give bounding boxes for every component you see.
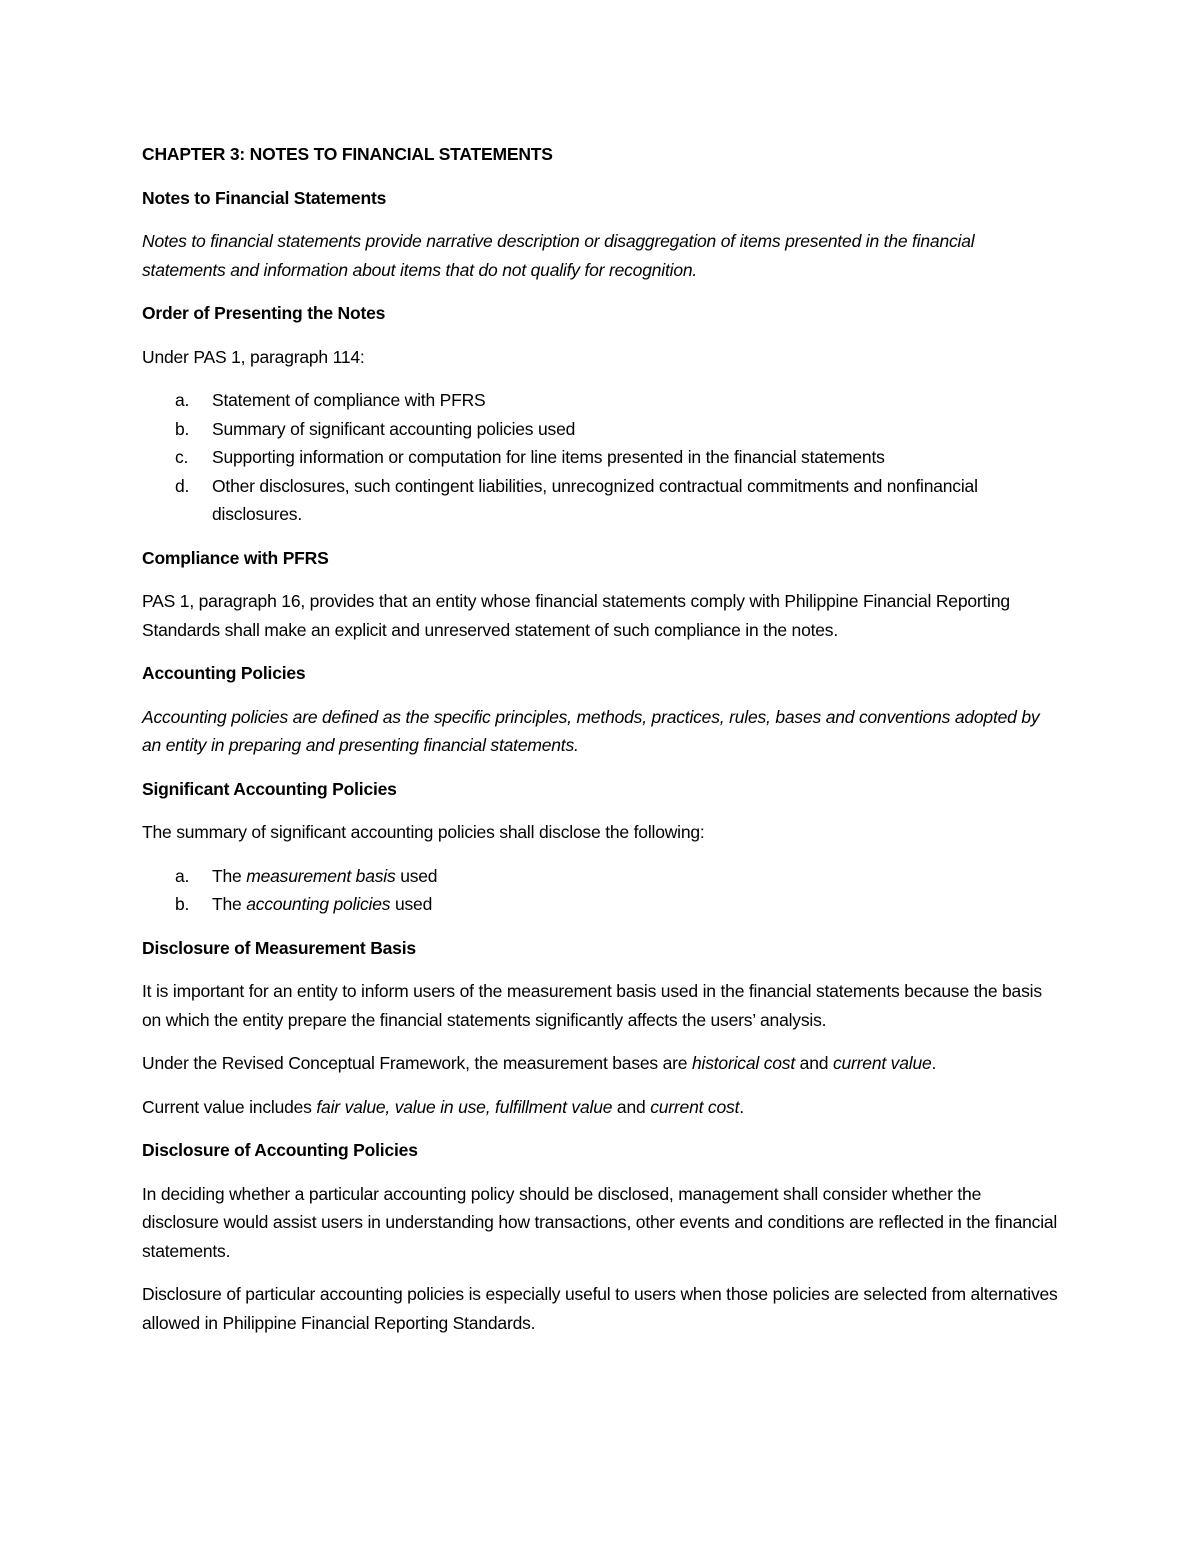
text-run: Under the Revised Conceptual Framework, the measurement bases are <box>142 1053 692 1073</box>
list-item-text: Summary of significant accounting policies used <box>212 418 576 439</box>
list-item-text: Other disclosures, such contingent liabilities, unrecognized contractual commitments and nonfinancial disclosures. <box>212 475 978 524</box>
list-item-text <box>212 862 1062 891</box>
text-run: The <box>212 894 247 914</box>
list-item <box>142 472 1062 529</box>
disclosure-policies-body-2: Disclosure of particular accounting policies is especially useful to users when those policies are selected from alternatives allowed in Philippine Financial Reporting Standards. <box>142 1284 1058 1333</box>
emphasis-text: historical cost <box>692 1053 796 1073</box>
emphasis-text: current cost <box>650 1096 740 1117</box>
list-item <box>142 890 1062 919</box>
section-heading-disclosure-policies: Disclosure of Accounting Policies <box>142 1140 418 1160</box>
text-run: used <box>395 865 438 886</box>
list-marker: c. <box>175 447 189 467</box>
emphasis-text: current value <box>832 1053 932 1073</box>
order-list <box>142 386 1062 529</box>
order-intro: Under PAS 1, paragraph 114: <box>142 346 365 367</box>
accounting-policies-definition: Accounting policies are defined as the specific principles, methods, practices, rules, bases and conventions adopted by an entity in preparing and presenting financial statements. <box>142 706 1040 755</box>
list-marker: b. <box>175 418 190 439</box>
significant-list <box>142 862 1062 919</box>
text-run: used <box>390 894 433 914</box>
section-heading-order: Order of Presenting the Notes <box>142 303 386 323</box>
compliance-body: PAS 1, paragraph 16, provides that an entity whose financial statements comply with Philippine Financial Reporting Standards shall make an explicit and unreserved statement of such compliance in the notes. <box>142 591 1010 640</box>
text-run: and <box>612 1096 651 1117</box>
disclosure-policies-body-1: In deciding whether a particular accounting policy should be disclosed, management shall consider whether the disclosure would assist users in understanding how transactions, other events and conditions are reflected in the financial statements. <box>142 1183 1058 1261</box>
current-value <box>142 1093 1062 1122</box>
list-item-text: Supporting information or computation for line items presented in the financial statements <box>212 447 885 467</box>
chapter-title: CHAPTER 3: NOTES TO FINANCIAL STATEMENTS <box>142 144 553 164</box>
list-item-text <box>212 890 1062 919</box>
list-item-text: Statement of compliance with PFRS <box>212 390 486 410</box>
section-heading-accounting-policies: Accounting Policies <box>142 663 306 683</box>
section-heading-significant: Significant Accounting Policies <box>142 778 397 799</box>
list-marker: d. <box>175 475 190 496</box>
emphasis-text: fair value, value in use, fulfillment value <box>316 1096 613 1117</box>
list-item <box>142 862 1062 891</box>
list-marker: a. <box>175 865 190 886</box>
list-marker: b. <box>175 894 190 914</box>
list-item <box>142 443 1062 472</box>
text-run: . <box>931 1053 937 1073</box>
document-page <box>142 140 1062 1352</box>
text-run: Current value includes <box>142 1096 317 1117</box>
emphasis-text: measurement basis <box>246 865 396 886</box>
list-item <box>142 386 1062 415</box>
emphasis-text: accounting policies <box>246 894 391 914</box>
measurement-body: It is important for an entity to inform users of the measurement basis used in the financial statements because the basis on which the entity prepare the financial statements significantly affects the users’ analysis. <box>142 981 1042 1030</box>
measurement-bases <box>142 1049 1062 1078</box>
text-run: and <box>795 1053 833 1073</box>
text-run: . <box>739 1096 744 1117</box>
text-run: The <box>212 865 247 886</box>
section-heading-notes: Notes to Financial Statements <box>142 187 387 208</box>
notes-definition: Notes to financial statements provide narrative description or disaggregation of items presented in the financial statements and information about items that do not qualify for recognition. <box>142 231 975 280</box>
list-marker: a. <box>175 390 190 410</box>
section-heading-measurement: Disclosure of Measurement Basis <box>142 937 416 958</box>
significant-intro: The summary of significant accounting policies shall disclose the following: <box>142 822 705 842</box>
section-heading-compliance: Compliance with PFRS <box>142 547 329 568</box>
list-item <box>142 415 1062 444</box>
